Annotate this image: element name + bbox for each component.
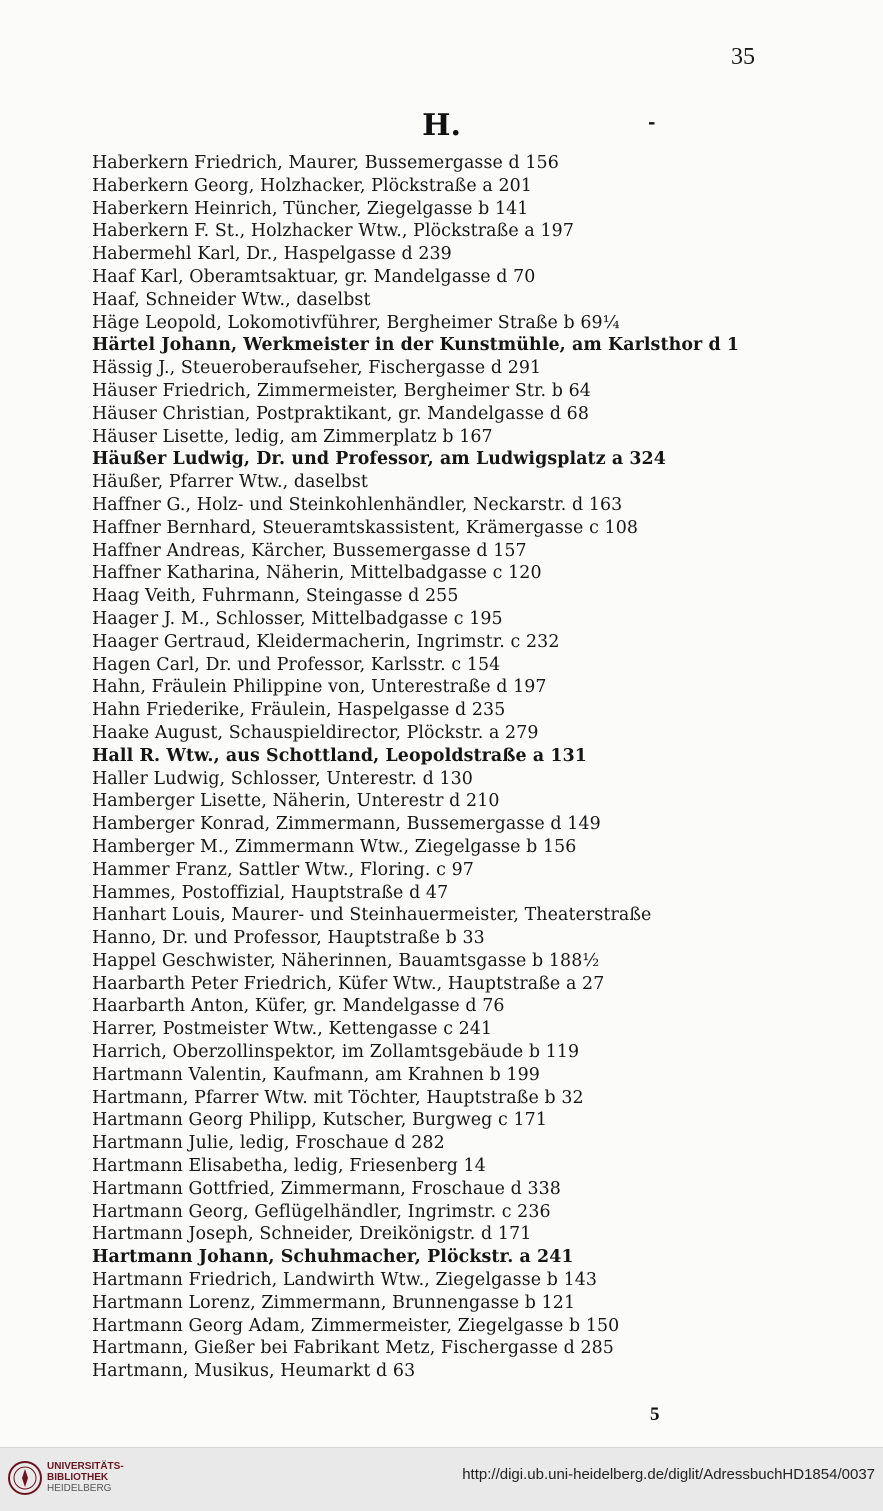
directory-entry: Häußer, Pfarrer Wtw., daselbst: [92, 472, 368, 493]
directory-entry: Hammer Franz, Sattler Wtw., Floring. c 97: [92, 859, 474, 880]
directory-entry: Hartmann Johann, Schuhmacher, Plöckstr. a 241: [92, 1247, 574, 1268]
library-name: [47, 1461, 124, 1494]
directory-entry: Hagen Carl, Dr. und Professor, Karlsstr. c 154: [92, 654, 501, 675]
section-letter-heading: [0, 108, 883, 143]
directory-entry: Hartmann Joseph, Schneider, Dreikönigstr. d 171: [92, 1224, 532, 1245]
directory-entry: Haager Gertraud, Kleidermacherin, Ingrimstr. c 232: [92, 631, 560, 652]
directory-entry: Haake August, Schauspieldirector, Plöckstr. a 279: [92, 722, 539, 743]
directory-entry: Hartmann, Pfarrer Wtw. mit Töchter, Hauptstraße b 32: [92, 1087, 584, 1108]
page-number: 35: [731, 44, 755, 70]
section-mark: -: [648, 112, 656, 133]
directory-entry: Haarbarth Peter Friedrich, Küfer Wtw., Hauptstraße a 27: [92, 973, 605, 994]
library-name-line1: UNIVERSITÄTS-: [47, 1461, 124, 1472]
directory-entry: Hammes, Postoffizial, Hauptstraße d 47: [92, 882, 449, 903]
directory-entry: Hartmann Friedrich, Landwirth Wtw., Ziegelgasse b 143: [92, 1270, 598, 1291]
directory-entry: Härtel Johann, Werkmeister in der Kunstmühle, am Karlsthor d 1: [92, 335, 740, 356]
directory-entry: Hartmann Elisabetha, ledig, Friesenberg 14: [92, 1156, 486, 1177]
directory-entry: Hartmann Valentin, Kaufmann, am Krahnen b 199: [92, 1064, 540, 1085]
library-footer: [0, 1447, 883, 1511]
directory-entry: Hartmann Julie, ledig, Froschaue d 282: [92, 1133, 445, 1154]
directory-entry: Happel Geschwister, Näherinnen, Bauamtsgasse b 188½: [92, 950, 600, 971]
directory-entry: Hässig J., Steueroberaufseher, Fischergasse d 291: [92, 358, 542, 379]
directory-entry: Hanhart Louis, Maurer- und Steinhauermeister, Theaterstraße: [92, 905, 652, 926]
directory-entry: Hartmann, Musikus, Heumarkt d 63: [92, 1361, 416, 1382]
directory-entry: Haaf Karl, Oberamtsaktuar, gr. Mandelgasse d 70: [92, 266, 536, 287]
directory-entry: Haag Veith, Fuhrmann, Steingasse d 255: [92, 586, 459, 607]
directory-entry: Haffner Bernhard, Steueramtskassistent, Krämergasse c 108: [92, 517, 639, 538]
directory-entry: Hahn, Fräulein Philippine von, Unterestraße d 197: [92, 677, 547, 698]
directory-entry: Hartmann Lorenz, Zimmermann, Brunnengasse b 121: [92, 1292, 576, 1313]
directory-entry: Häuser Friedrich, Zimmermeister, Bergheimer Str. b 64: [92, 380, 591, 401]
directory-entry: Hartmann, Gießer bei Fabrikant Metz, Fischergasse d 285: [92, 1338, 614, 1359]
directory-entry: Hartmann Gottfried, Zimmermann, Froschaue d 338: [92, 1178, 561, 1199]
directory-entry: Hanno, Dr. und Professor, Hauptstraße b 33: [92, 928, 485, 949]
directory-entry: Hall R. Wtw., aus Schottland, Leopoldstraße a 131: [92, 745, 588, 766]
directory-entry: Hartmann Georg Adam, Zimmermeister, Ziegelgasse b 150: [92, 1315, 620, 1336]
university-seal-icon: [8, 1458, 42, 1498]
directory-entry: Hamberger M., Zimmermann Wtw., Ziegelgasse b 156: [92, 836, 577, 857]
directory-entry: Hamberger Konrad, Zimmermann, Bussemergasse d 149: [92, 814, 601, 835]
permalink-url[interactable]: http://digi.ub.uni-heidelberg.de/diglit/AdressbuchHD1854/0037: [462, 1466, 875, 1483]
directory-entry: Habermehl Karl, Dr., Haspelgasse d 239: [92, 244, 452, 265]
section-letter: H.: [422, 108, 461, 143]
directory-entry: Haberkern F. St., Holzhacker Wtw., Plöckstraße a 197: [92, 221, 574, 242]
directory-entry: Haberkern Georg, Holzhacker, Plöckstraße a 201: [92, 175, 532, 196]
directory-entry: Hamberger Lisette, Näherin, Unterestr d 210: [92, 791, 500, 812]
directory-entry: Haaf, Schneider Wtw., daselbst: [92, 289, 371, 310]
directory-entry: Haager J. M., Schlosser, Mittelbadgasse c 195: [92, 608, 503, 629]
directory-entry: Haberkern Friedrich, Maurer, Bussemergasse d 156: [92, 153, 559, 173]
directory-entry: Haarbarth Anton, Küfer, gr. Mandelgasse d 76: [92, 996, 505, 1017]
directory-entry: Häuser Christian, Postpraktikant, gr. Mandelgasse d 68: [92, 403, 590, 424]
directory-entry: Haller Ludwig, Schlosser, Unterestr. d 130: [92, 768, 473, 789]
directory-entry: Häuser Lisette, ledig, am Zimmerplatz b 167: [92, 426, 493, 447]
directory-entry: Haffner Andreas, Kärcher, Bussemergasse d 157: [92, 540, 527, 561]
directory-entry: Häge Leopold, Lokomotivführer, Bergheimer Straße b 69¼: [92, 312, 620, 333]
directory-entry: Häußer Ludwig, Dr. und Professor, am Ludwigsplatz a 324: [92, 449, 666, 470]
sheet-signature: 5: [650, 1404, 660, 1425]
library-name-line3: HEIDELBERG: [47, 1483, 112, 1494]
directory-entry: Hartmann Georg, Geflügelhändler, Ingrimstr. c 236: [92, 1201, 551, 1222]
directory-entry: Hartmann Georg Philipp, Kutscher, Burgweg c 171: [92, 1110, 547, 1131]
directory-entry: Hahn Friederike, Fräulein, Haspelgasse d 235: [92, 700, 506, 721]
directory-entry: Haberkern Heinrich, Tüncher, Ziegelgasse b 141: [92, 198, 529, 219]
directory-entry: Harrich, Oberzollinspektor, im Zollamtsgebäude b 119: [92, 1042, 580, 1063]
directory-entry: Haffner Katharina, Näherin, Mittelbadgasse c 120: [92, 563, 542, 584]
directory-entry: Haffner G., Holz- und Steinkohlenhändler, Neckarstr. d 163: [92, 494, 623, 515]
directory-entry: Harrer, Postmeister Wtw., Kettengasse c 241: [92, 1019, 493, 1040]
directory-entry-list: [92, 152, 772, 1383]
library-name-line2: BIBLIOTHEK: [47, 1472, 109, 1483]
